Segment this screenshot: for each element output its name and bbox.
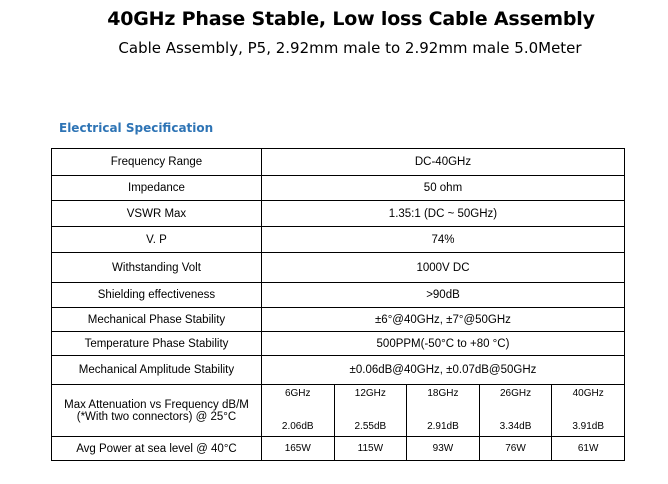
power-value: 61W — [552, 437, 625, 461]
section-heading: Electrical Specification — [59, 121, 214, 135]
spec-value: >90dB — [261, 283, 624, 308]
spec-row — [52, 176, 625, 201]
attenuation-frequency-row — [52, 385, 625, 411]
spec-value: 1000V DC — [261, 253, 624, 283]
spec-row — [52, 253, 625, 283]
spec-label: Impedance — [52, 176, 262, 201]
spec-label: Shielding effectiveness — [52, 283, 262, 308]
spec-row — [52, 308, 625, 332]
spec-row — [52, 356, 625, 385]
attenuation-frequency: 6GHz — [261, 385, 334, 411]
spec-value: 74% — [261, 227, 624, 253]
power-value: 93W — [407, 437, 480, 461]
attenuation-frequency: 12GHz — [334, 385, 407, 411]
spec-label: VSWR Max — [52, 201, 262, 227]
page-title: 40GHz Phase Stable, Low loss Cable Assembly — [107, 8, 595, 30]
power-row — [52, 437, 625, 461]
electrical-spec-table — [51, 148, 625, 461]
attenuation-value: 3.91dB — [552, 411, 625, 437]
spec-value: ±0.06dB@40GHz, ±0.07dB@50GHz — [261, 356, 624, 385]
spec-label: Withstanding Volt — [52, 253, 262, 283]
spec-row — [52, 201, 625, 227]
spec-row — [52, 149, 625, 176]
spec-row — [52, 283, 625, 308]
attenuation-label — [52, 385, 262, 437]
spec-row — [52, 332, 625, 356]
power-value: 115W — [334, 437, 407, 461]
attenuation-value: 2.55dB — [334, 411, 407, 437]
page-subtitle: Cable Assembly, P5, 2.92mm male to 2.92mm male 5.0Meter — [118, 39, 582, 57]
attenuation-frequency: 40GHz — [552, 385, 625, 411]
attenuation-value: 2.91dB — [407, 411, 480, 437]
spec-label: V. P — [52, 227, 262, 253]
spec-row — [52, 227, 625, 253]
spec-value: 1.35:1 (DC ~ 50GHz) — [261, 201, 624, 227]
attenuation-value: 2.06dB — [261, 411, 334, 437]
spec-label: Mechanical Phase Stability — [52, 308, 262, 332]
spec-label: Mechanical Amplitude Stability — [52, 356, 262, 385]
attenuation-label-line1: Max Attenuation vs Frequency dB/M — [64, 398, 249, 411]
spec-value: 50 ohm — [261, 176, 624, 201]
attenuation-frequency: 26GHz — [479, 385, 552, 411]
attenuation-label-line2: (*With two connectors) @ 25°C — [76, 410, 237, 423]
power-value: 165W — [261, 437, 334, 461]
power-label: Avg Power at sea level @ 40°C — [52, 437, 262, 461]
attenuation-frequency: 18GHz — [407, 385, 480, 411]
spec-label: Temperature Phase Stability — [52, 332, 262, 356]
spec-label: Frequency Range — [52, 149, 262, 176]
spec-value: DC-40GHz — [261, 149, 624, 176]
spec-value: ±6°@40GHz, ±7°@50GHz — [261, 308, 624, 332]
spec-value: 500PPM(-50°C to +80 °C) — [261, 332, 624, 356]
power-value: 76W — [479, 437, 552, 461]
attenuation-value: 3.34dB — [479, 411, 552, 437]
